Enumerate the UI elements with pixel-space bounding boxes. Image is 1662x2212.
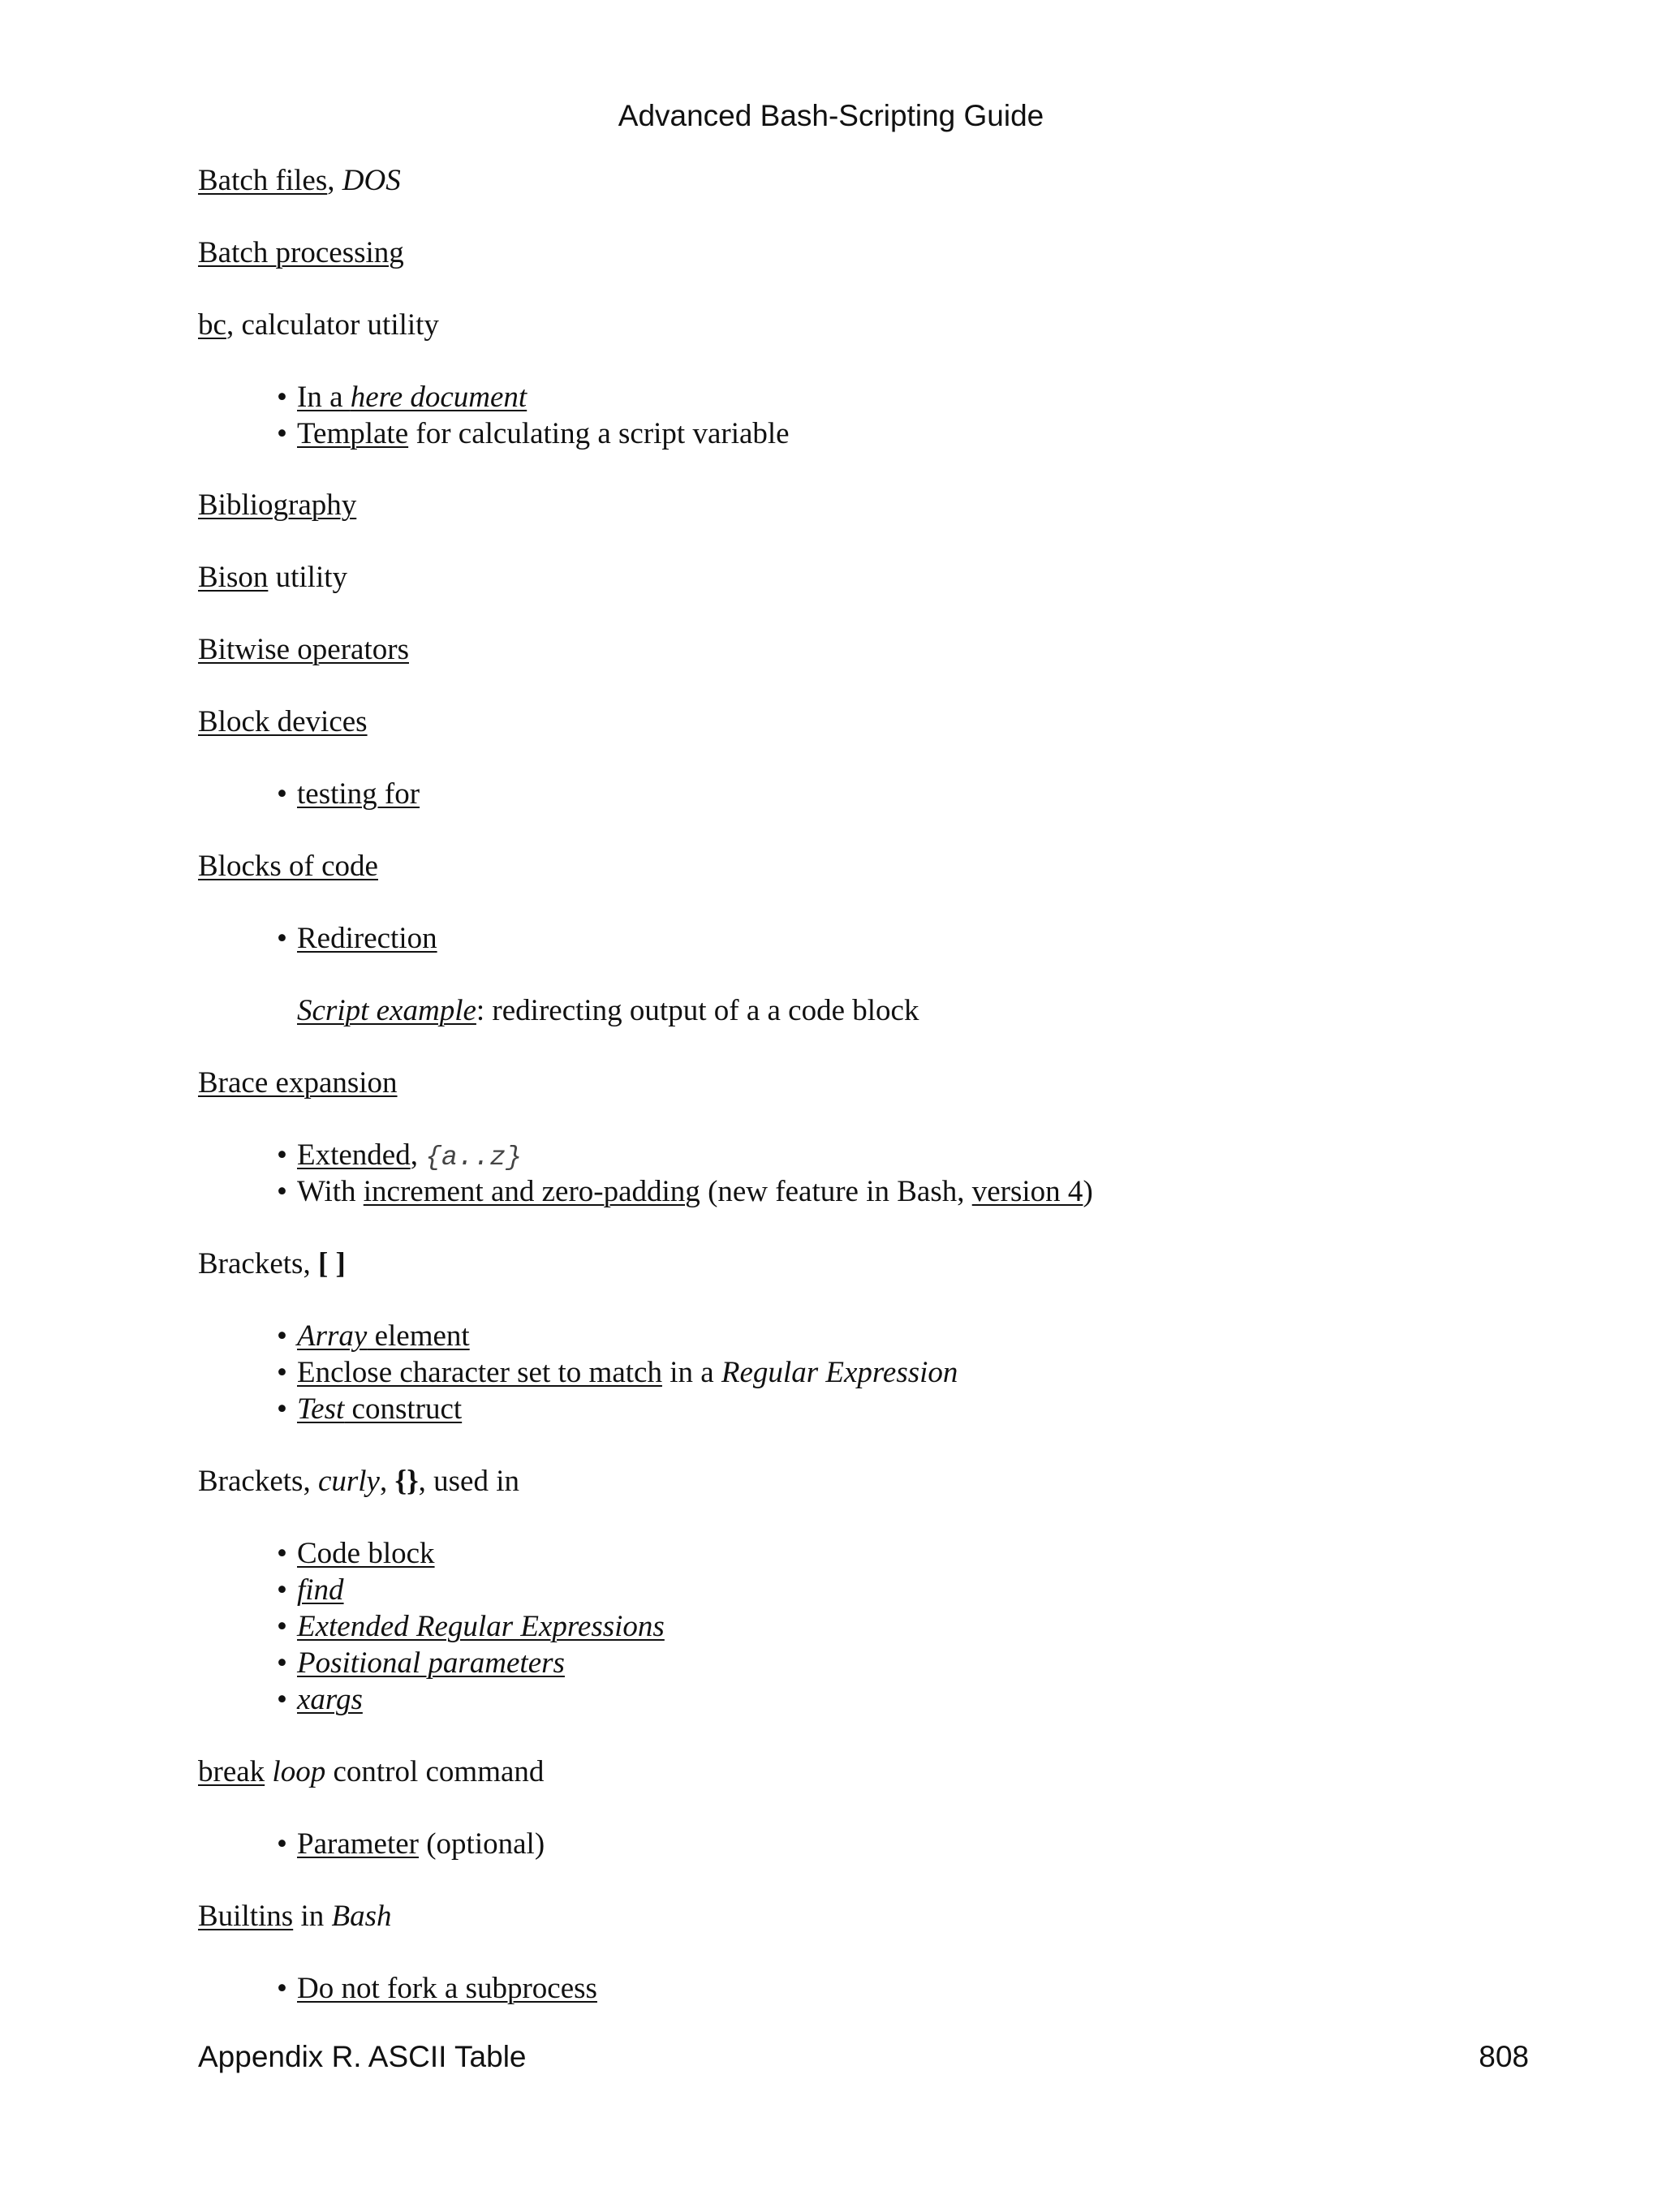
footer-chapter: Appendix R. ASCII Table	[198, 2040, 527, 2073]
bullet-icon: •	[277, 381, 287, 414]
link-testing-for[interactable]: testing for	[297, 777, 420, 811]
link-enclose-character-set[interactable]: Enclose character set to match	[297, 1356, 662, 1389]
bullet-icon: •	[277, 417, 287, 450]
index-entry-blocks-of-code	[198, 848, 378, 884]
link-bc-template[interactable]: Template	[297, 417, 409, 450]
sub-entry-no-fork	[277, 1970, 597, 2007]
index-entry-builtins: Builtins in Bash	[198, 1900, 392, 1933]
link-xargs[interactable]: xargs	[297, 1683, 363, 1716]
link-parameter[interactable]: Parameter	[297, 1827, 419, 1861]
sub-entry-brace-extended: • Extended, {a..z}	[277, 1138, 523, 1173]
bullet-icon: •	[277, 1646, 287, 1680]
link-bibliography[interactable]: Bibliography	[198, 488, 357, 522]
index-entry-brackets: Brackets, [ ]	[198, 1247, 346, 1280]
bullet-icon: •	[277, 922, 287, 955]
bullet-icon: •	[277, 1537, 287, 1570]
bullet-icon: •	[277, 777, 287, 811]
link-redirection[interactable]: Redirection	[297, 922, 437, 955]
sub-entry-block-devices-testing	[277, 776, 420, 812]
footer-page-number: 808	[1479, 2040, 1529, 2073]
link-block-devices[interactable]: Block devices	[198, 705, 368, 738]
link-batch-files[interactable]: Batch files	[198, 164, 328, 197]
index-entry-brackets-curly: Brackets, curly, {}, used in	[198, 1465, 520, 1498]
bullet-icon: •	[277, 1610, 287, 1643]
link-test-construct[interactable]: Test construct	[297, 1392, 463, 1426]
index-entry-bitwise-operators	[198, 631, 409, 668]
index-entry-bibliography	[198, 487, 356, 523]
link-bitwise-operators[interactable]: Bitwise operators	[198, 633, 409, 666]
link-do-not-fork[interactable]: Do not fork a subprocess	[297, 1972, 597, 2005]
bullet-icon: •	[277, 1683, 287, 1716]
sub-entry-bc-here-document	[277, 379, 527, 415]
sub-entry-positional-parameters	[277, 1645, 565, 1681]
bullet-icon: •	[277, 1356, 287, 1389]
code-range: {a..z}	[425, 1143, 523, 1173]
bullet-icon: •	[277, 1319, 287, 1353]
link-extended-regex[interactable]: Extended Regular Expressions	[297, 1610, 665, 1643]
link-bc[interactable]: bc	[198, 308, 226, 342]
link-version-4[interactable]: version 4	[971, 1175, 1083, 1208]
sub-entry-find	[277, 1572, 344, 1608]
bullet-icon: •	[277, 1972, 287, 2005]
index-entry-batch-processing	[198, 235, 404, 271]
index-entry-bison: Bison utility	[198, 561, 348, 594]
sub-entry-code-block	[277, 1535, 435, 1572]
sub-entry-xargs	[277, 1681, 363, 1718]
link-builtins[interactable]: Builtins	[198, 1900, 294, 1933]
bullet-icon: •	[277, 1573, 287, 1607]
link-batch-processing[interactable]: Batch processing	[198, 236, 404, 269]
link-script-example[interactable]: Script example	[297, 994, 476, 1027]
index-entry-block-devices	[198, 704, 368, 740]
bullet-icon: •	[277, 1827, 287, 1861]
link-positional-parameters[interactable]: Positional parameters	[297, 1646, 565, 1680]
link-break[interactable]: break	[198, 1755, 265, 1788]
page-header-title: Advanced Bash-Scripting Guide	[618, 99, 1044, 132]
link-code-block[interactable]: Code block	[297, 1537, 435, 1570]
index-entry-bc: bc, calculator utility	[198, 308, 439, 342]
bullet-icon: •	[277, 1138, 287, 1172]
sub-entry-enclose-charset: • Enclose character set to match in a Regular Expression	[277, 1356, 958, 1389]
link-increment-zero-padding[interactable]: increment and zero-padding	[363, 1175, 700, 1208]
sub-entry-extended-regex	[277, 1608, 665, 1645]
link-bison[interactable]: Bison	[198, 561, 269, 594]
sub-entry-test-construct	[277, 1391, 462, 1427]
link-bc-here-document[interactable]: In a here document	[297, 381, 527, 414]
bullet-icon: •	[277, 1392, 287, 1426]
link-extended[interactable]: Extended	[297, 1138, 411, 1172]
index-entry-break: break loop control command	[198, 1755, 545, 1788]
index-entry-batch-files: Batch files, DOS	[198, 164, 401, 197]
link-find[interactable]: find	[297, 1573, 344, 1607]
sub-entry-brace-increment: • With increment and zero-padding (new feature in Bash, version 4)	[277, 1175, 1093, 1208]
link-brace-expansion[interactable]: Brace expansion	[198, 1066, 398, 1100]
script-example-note: Script example: redirecting output of a a code block	[297, 994, 919, 1027]
sub-entry-redirection	[277, 920, 437, 957]
index-entry-brace-expansion	[198, 1065, 398, 1101]
link-blocks-of-code[interactable]: Blocks of code	[198, 850, 378, 883]
link-array-element[interactable]: Array element	[297, 1319, 470, 1353]
bullet-icon: •	[277, 1175, 287, 1208]
sub-entry-array-element	[277, 1318, 470, 1354]
sub-entry-break-parameter: • Parameter (optional)	[277, 1827, 545, 1861]
sub-entry-bc-template: • Template for calculating a script variable	[277, 417, 790, 450]
